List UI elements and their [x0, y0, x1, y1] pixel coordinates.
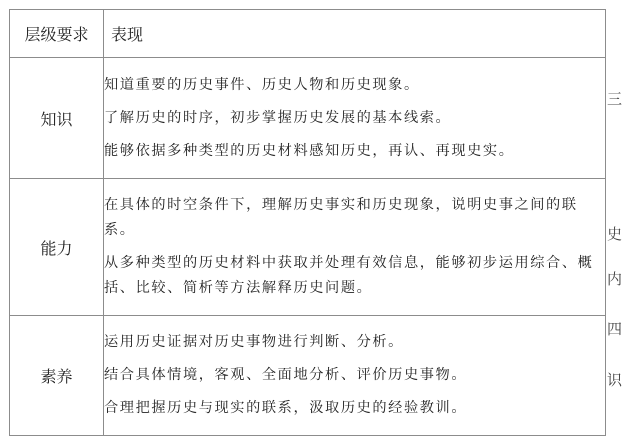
description-item: 从多种类型的历史材料中获取并处理有效信息，能够初步运用综合、概括、比较、简析等方法解释历史问题。 [104, 255, 594, 296]
table-header-row [10, 10, 606, 58]
description-item: 了解历史的时序，初步掌握历史发展的基本线索。 [104, 109, 452, 126]
description-item: 在具体的时空条件下，理解历史事实和历史现象，说明史事之间的联系。 [104, 197, 578, 238]
table-row [10, 316, 606, 436]
edge-fragment: 史 [607, 225, 622, 243]
requirements-table [9, 9, 606, 436]
level-cell-ability: 能力 [10, 179, 104, 316]
table-row [10, 179, 606, 316]
description-cell [104, 316, 606, 436]
edge-fragment: 四 [607, 320, 622, 338]
description-item: 能够依据多种类型的历史材料感知历史，再认、再现史实。 [104, 142, 515, 159]
edge-fragment: 识 [607, 371, 622, 389]
description-item: 结合具体情境，客观、全面地分析、评价历史事物。 [104, 367, 468, 383]
description-item: 运用历史证据对历史事物进行判断、分析。 [104, 334, 404, 350]
level-cell-literacy: 素养 [10, 316, 104, 436]
header-description: 表现 [104, 10, 606, 58]
description-cell [104, 179, 606, 316]
level-cell-knowledge: 知识 [10, 58, 104, 179]
edge-fragment: 内 [607, 270, 622, 288]
header-level: 层级要求 [10, 10, 104, 58]
description-cell [104, 58, 606, 179]
table-row [10, 58, 606, 179]
description-item: 知道重要的历史事件、历史人物和历史现象。 [104, 76, 420, 93]
edge-fragment: 三 [607, 90, 622, 108]
description-item: 合理把握历史与现实的联系，汲取历史的经验教训。 [104, 400, 468, 416]
